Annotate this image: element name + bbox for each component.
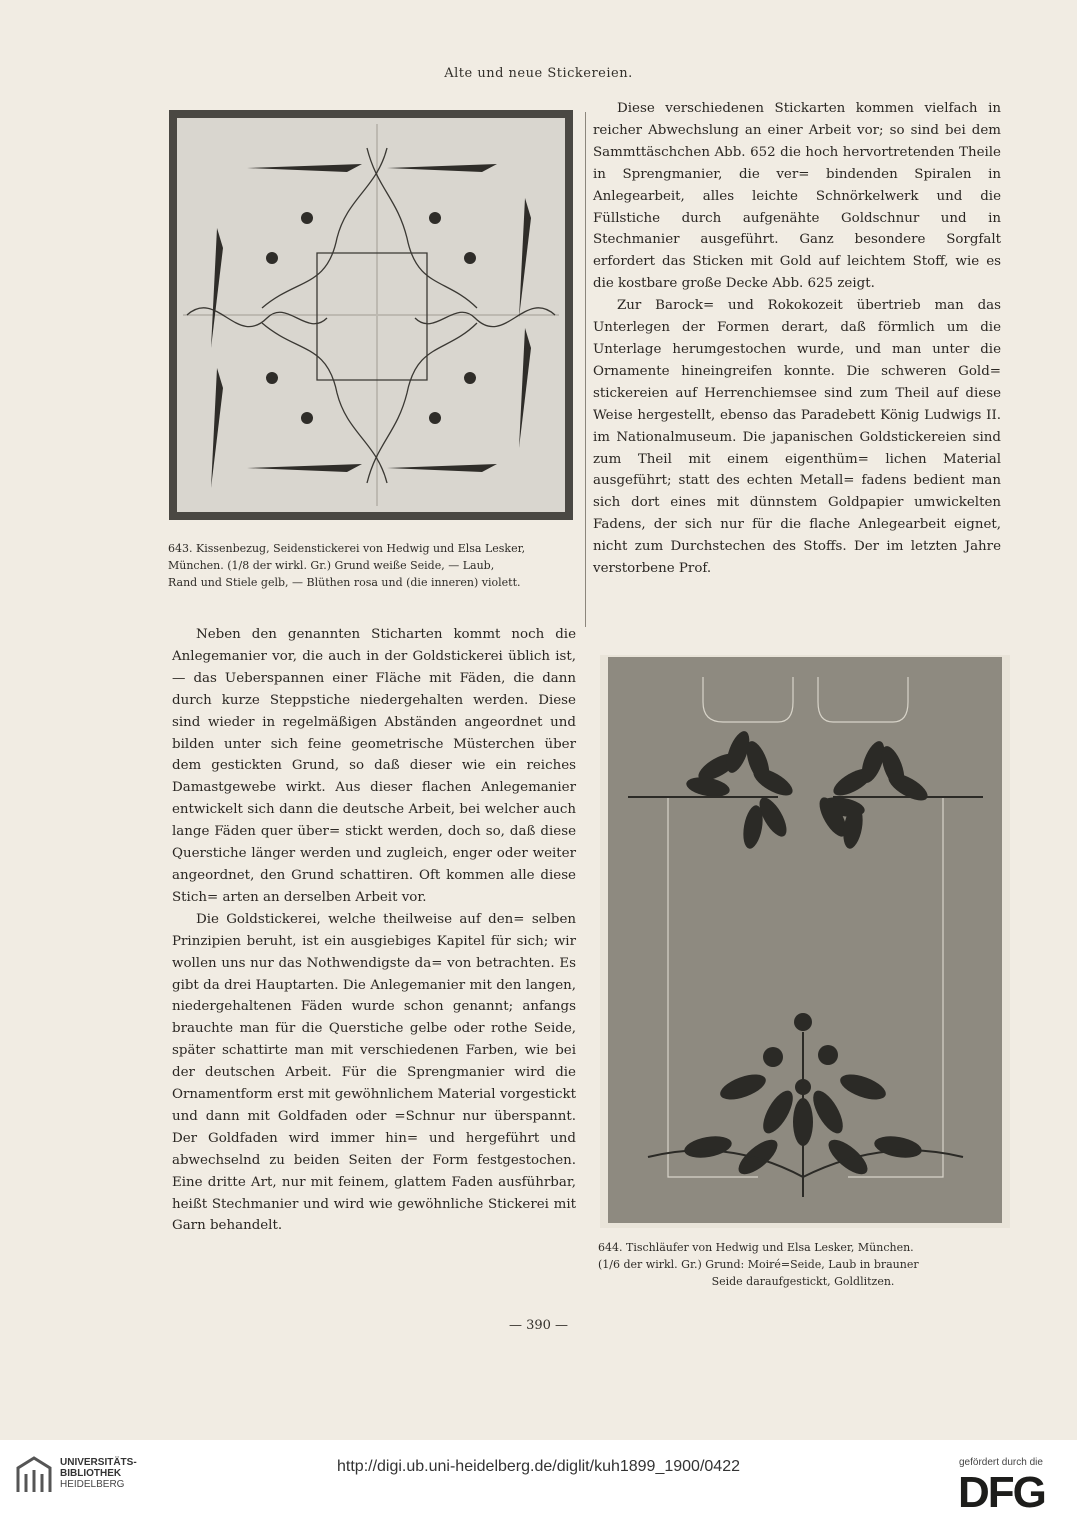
left-column-text — [172, 624, 576, 1237]
caption-line: Seide daraufgestickt, Goldlitzen. — [711, 1275, 895, 1288]
right-column-text — [593, 98, 1001, 580]
page-number: — 390 — — [508, 1318, 569, 1333]
sponsor-label: gefördert durch die — [959, 1457, 1043, 1468]
embroidery-pattern — [177, 118, 565, 512]
table-runner-pattern — [608, 657, 1002, 1223]
figure-644-table-runner — [608, 657, 1002, 1223]
library-line: HEIDELBERG — [60, 1479, 125, 1490]
figure-643-caption — [168, 540, 576, 591]
permalink-url[interactable]: http://digi.ub.uni-heidelberg.de/diglit/kuh1899_1900/0422 — [337, 1458, 740, 1475]
caption-line: München. (1/8 der wirkl. Gr.) Grund weiße Seide, — Laub, — [168, 559, 495, 572]
library-line: BIBLIOTHEK — [60, 1468, 122, 1479]
caption-line: Rand und Stiele gelb, — Blüthen rosa und (die inneren) violett. — [168, 576, 521, 589]
paragraph: Zur Barock= und Rokokozeit übertrieb man das Unterlegen der Formen derart, daß förmlich um die Unterlage herumgestochen wurde, und man unter die Ornamente hineingreifen konnte. Die schweren Gold= stickereien auf Herrenchiemsee sind zum Theil auf diese Weise hergestellt, ebenso das Paradebett König Ludwigs II. im Nationalmuseum. Die japanischen Goldstickereien sind zum Theil mit einem eigenthüm= lichen Material ausgeführt; statt des echten Metall= fadens bedient man sich dort eines mit dünnstem Goldpapier umwickelten Fadens, der sich nur für die flache Anlegearbeit eignet, nicht zum Durchstechen des Stoffs. Der im letzten Jahre verstorbene Prof. — [593, 298, 1002, 577]
viewer-footer — [0, 1440, 1077, 1522]
running-title: Alte und neue Stickereien. — [444, 66, 633, 81]
caption-line: 644. Tischläufer von Hedwig und Elsa Lesker, München. — [598, 1241, 914, 1254]
column-rule — [585, 112, 586, 627]
caption-line: 643. Kissenbezug, Seidenstickerei von Hedwig und Elsa Lesker, — [168, 542, 526, 555]
figure-643-cushion-cover — [169, 110, 573, 520]
library-line: UNIVERSITÄTS- — [60, 1457, 137, 1468]
paragraph: Diese verschiedenen Stickarten kommen vielfach in reicher Abwechslung an einer Arbeit vor; so sind bei dem Sammttäschchen Abb. 652 die hoch hervortretenden Theile in Sprengmanier, die ver= bindenden Spiralen in Anlegearbeit, alles leichte Schnörkelwerk und die Füllstiche durch aufgenähte Goldschnur und in Stechmanier ausgeführt. Ganz besondere Sorgfalt erfordert das Sticken mit Gold auf leichtem Stoff, wie es die kostbare große Decke Abb. 625 zeigt. — [593, 101, 1002, 292]
paragraph: Die Goldstickerei, welche theilweise auf den= selben Prinzipien beruht, ist ein ausgiebiges Kapitel für sich; wir wollen uns nur das Nothwendigste da= von betrachten. Es gibt da drei Hauptarten. Die Anlegemanier mit den langen, niedergehaltenen Fäden wurde schon genannt; anfangs brauchte man für die Querstiche gelbe oder rothe Seide, später schattirte man mit verschiedenen Farben, wie bei der deutschen Arbeit. Für die Sprengmanier wird die Ornamentform erst mit gewöhnlichem Material vorgestickt und dann mit Goldfaden oder =Schnur nur überspannt. Der Goldfaden wird immer hin= und hergeführt und abwechselnd zu beiden Seiten der Form festgestochen. Eine dritte Art, nur mit feinem, glattem Faden ausführbar, heißt Stechmanier und wird wie gewöhnliche Stickerei mit Garn behandelt. — [172, 911, 577, 1234]
figure-644-caption — [598, 1239, 1008, 1290]
caption-line: (1/6 der wirkl. Gr.) Grund: Moiré=Seide, Laub in brauner — [598, 1258, 919, 1271]
embroidered-cloth — [177, 118, 565, 512]
paragraph: Neben den genannten Sticharten kommt noch die Anlegemanier vor, die auch in der Goldstickerei üblich ist, — das Ueberspannen einer Fläche mit Fäden, die dann durch kurze Steppstiche niedergehalten werden. Diese sind wieder in regelmäßigen Abständen angeordnet und bilden unter sich feine geometrische Müsterchen über dem gestickten Grund, so daß dieser wie ein reiches Damastgewebe wirkt. Aus dieser flachen Anlegemanier entwickelt sich dann die deutsche Arbeit, bei welcher auch lange Fäden quer über= stickt werden, doch so, daß diese Querstiche länger werden und zugleich, enger oder weiter angeordnet, den Grund schattiren. Oft kommen alle diese Stich= arten an derselben Arbeit vor. — [172, 627, 577, 905]
dfg-logo: DFG — [958, 1468, 1045, 1517]
